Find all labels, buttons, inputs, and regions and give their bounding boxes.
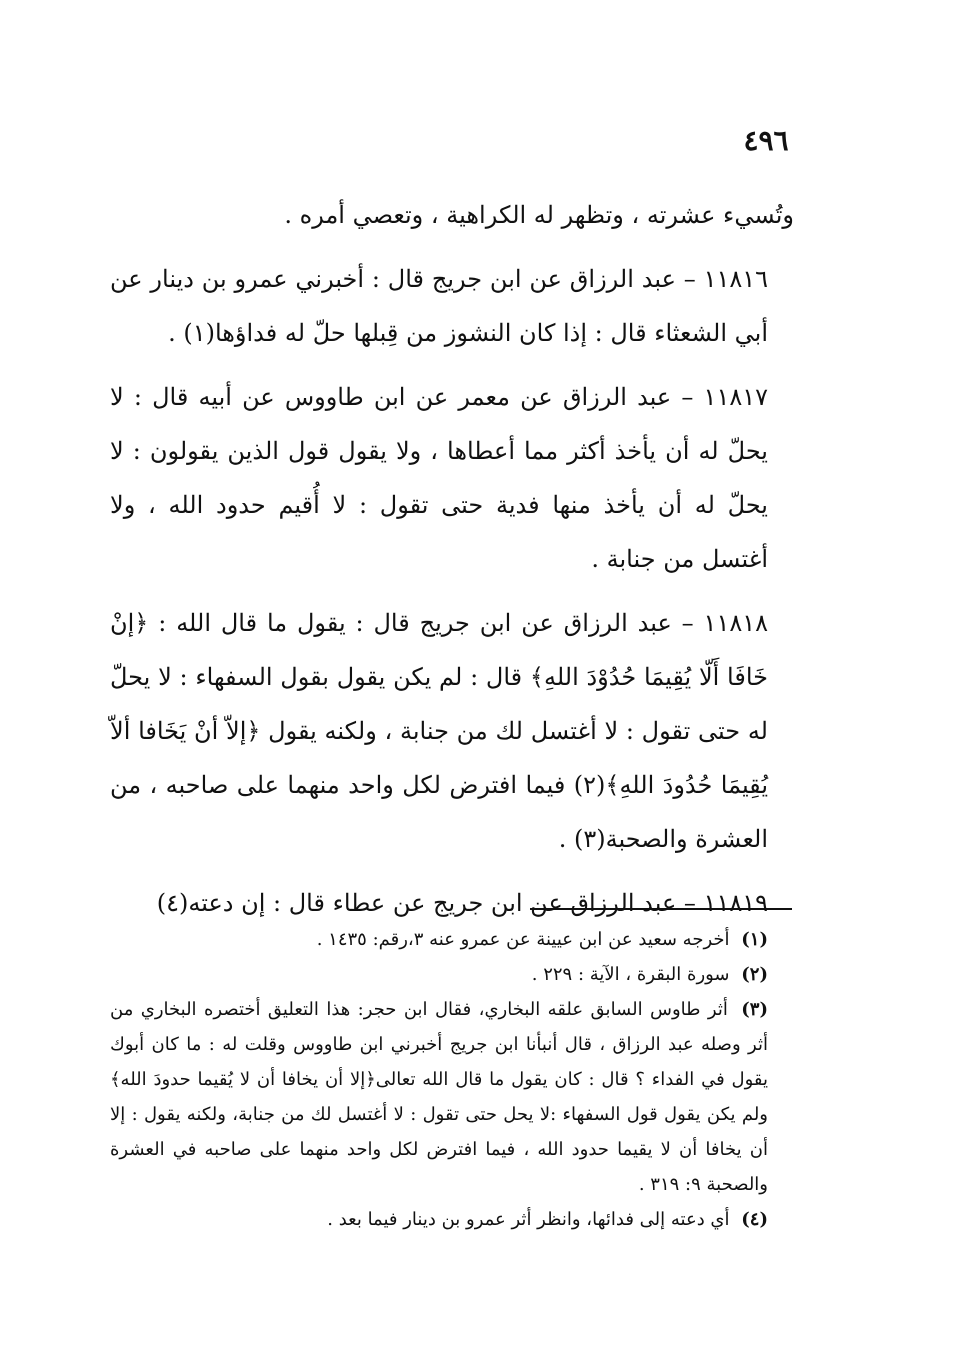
footnote-number: (١) <box>741 929 768 950</box>
footnote <box>110 957 794 992</box>
footnote <box>110 922 794 957</box>
page-number: ٤٩٦ <box>743 124 789 157</box>
footnote-number: (٣) <box>741 999 768 1020</box>
footnote-text: أثر طاوس السابق علقه البخاري، فقال ابن حجر: هذا التعليق أختصره البخاري من أثر وصله عبد الرزاق ، قال أنبأنا ابن جريج أخبرني ابن طاووس وقلت له : ما كان أبوك يقول في الفداء ؟ قال : كان يقول ما قال الله تعالى﴿إلا أن يخافا أن لا يُقيما حدودَ الله﴾ ولم يكن يقول قول السفهاء :لا يحل حتى تقول : لا أغتسل لك من جنابة، ولكنه يقول : إلا أن يخافا أن لا يقيما حدود الله ، فيما افترض لكل واحد منهما على صاحبه في العشرة والصحبة ٩: ٣١٩ . <box>110 999 768 1195</box>
paragraph: وتُسيء عشرته ، وتظهر له الكراهية ، وتعصي أمره . <box>284 201 794 229</box>
footnote-text: أي دعته إلى فدائها، وانظر أثر عمرو بن دينار فيما بعد . <box>327 1209 730 1230</box>
footnote-text: أخرجه سعيد عن ابن عيينة عن عمرو عنه ٣،رقم: ١٤٣٥ . <box>316 929 730 950</box>
paragraph: ١١٨١٩ – عبد الرزاق عن ابن جريج عن عطاء قال : إن دعته(٤) <box>156 889 768 917</box>
main-text <box>110 188 794 940</box>
footnote-number: (٤) <box>741 1209 768 1230</box>
footnote <box>110 1202 794 1237</box>
footnote-divider <box>530 908 792 910</box>
footnote-text: سورة البقرة ، الآية : ٢٢٩ . <box>531 964 730 985</box>
paragraph: ١١٨١٨ – عبد الرزاق عن ابن جريج قال : يقول ما قال الله : ﴿إنْ خَافَا أَلّا يُقِيمَا حُدُوْدَ اللهِ﴾ قال : لم يكن يقول بقول السفهاء : لا يحلّ له حتى تقول : لا أغتسل لك من جنابة ، ولكنه يقول ﴿إلاّ أنْ يَخَافا ألاّ يُقِيمَا حُدُودَ اللهِ﴾(٢) فيما افترض لكل واحد منهما على صاحبه ، من العشرة والصحبة(٣) . <box>110 609 769 853</box>
paragraph: ١١٨١٦ – عبد الرزاق عن ابن جريج قال : أخبرني عمرو بن دينار عن أبي الشعثاء قال : إذا كان النشوز من قِبلها حلّ له فداؤها(١) . <box>110 265 769 347</box>
footnote <box>110 992 794 1202</box>
paragraph: ١١٨١٧ – عبد الرزاق عن معمر عن ابن طاووس عن أبيه قال : لا يحلّ له أن يأخذ أكثر مما أعطاها ، ولا يقول قول الذين يقولون : لا يحلّ له أن يأخذ منها فدية حتى تقول : لا أُقيم حدود الله ، ولا أغتسل من جنابة . <box>110 383 768 573</box>
footnotes <box>110 922 794 1237</box>
footnote-number: (٢) <box>741 964 768 985</box>
